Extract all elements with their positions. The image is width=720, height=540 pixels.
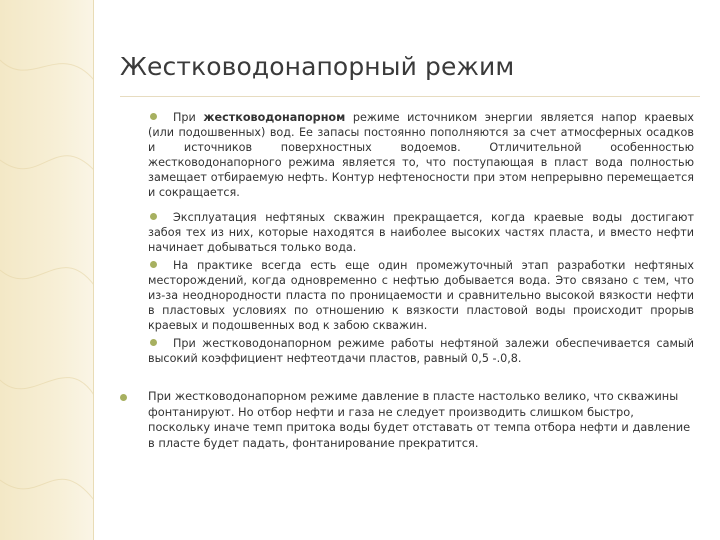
slide-title: Жестководонапорный режим xyxy=(120,52,515,81)
bullet-dot-icon xyxy=(120,394,127,401)
main-bullet-text: При жестководонапорном режиме давление в пласте настолько велико, что скважины фонтанируют. Но отбор нефти и газа не следует производить слишком быстро, поскольку иначе темп притока воды будет отставать от темпа отбора нефти и давление в пласте будет падать, фонтанирование прекратится. xyxy=(148,389,691,450)
sub-bullet-3 xyxy=(148,258,694,333)
bullet-dot-icon xyxy=(150,339,157,346)
sub-bullet-2-text: Эксплуатация нефтяных скважин прекращается, когда краевые воды достигают забоя тех из них, которые находятся в наиболее высоких частях пласта, и вместо нефти начинает добываться только вода. xyxy=(148,211,694,255)
sub-bullet-1-prefix: При xyxy=(173,111,204,124)
sub-bullet-2 xyxy=(148,210,694,255)
sub-bullet-1 xyxy=(148,110,694,201)
title-divider xyxy=(120,96,700,97)
slide-content xyxy=(94,0,720,540)
bullet-dot-icon xyxy=(150,213,157,220)
main-bullet xyxy=(148,389,694,451)
sub-bullet-1-bold: жестководонапорном xyxy=(203,111,346,124)
sub-bullet-1-text: режиме источником энергии является напор краевых (или подошвенных) вод. Ее запасы постоянно пополняются за счет атмосферных осадков и источников поверхностных водоемов. Отличительной особенностью жестководонапорного режима является то, что поступающая в пласт вода полностью замещает отбираемую нефть. Контур нефтеносности при этом непрерывно перемещается и сокращается. xyxy=(148,111,694,200)
sidebar-pattern xyxy=(0,0,94,540)
decorative-sidebar xyxy=(0,0,94,540)
sub-bullet-4 xyxy=(148,336,694,366)
sub-bullet-4-text: При жестководонапорном режиме работы нефтяной залежи обеспечивается самый высокий коэффициент нефтеотдачи пластов, равный 0,5 -.0,8. xyxy=(148,337,694,366)
bullet-dot-icon xyxy=(150,261,157,268)
bullet-dot-icon xyxy=(150,113,157,120)
sub-bullet-3-text: На практике всегда есть еще один промежуточный этап разработки нефтяных месторождений, когда одновременно с нефтью добывается вода. Это связано с тем, что из-за неоднородности пласта по проницаемости и сравнительно высокой вязкости нефти в пластовых условиях по отношению к вязкости пластовой воды происходит прорыв краевых и подошвенных вод к забою скважин. xyxy=(148,259,694,333)
